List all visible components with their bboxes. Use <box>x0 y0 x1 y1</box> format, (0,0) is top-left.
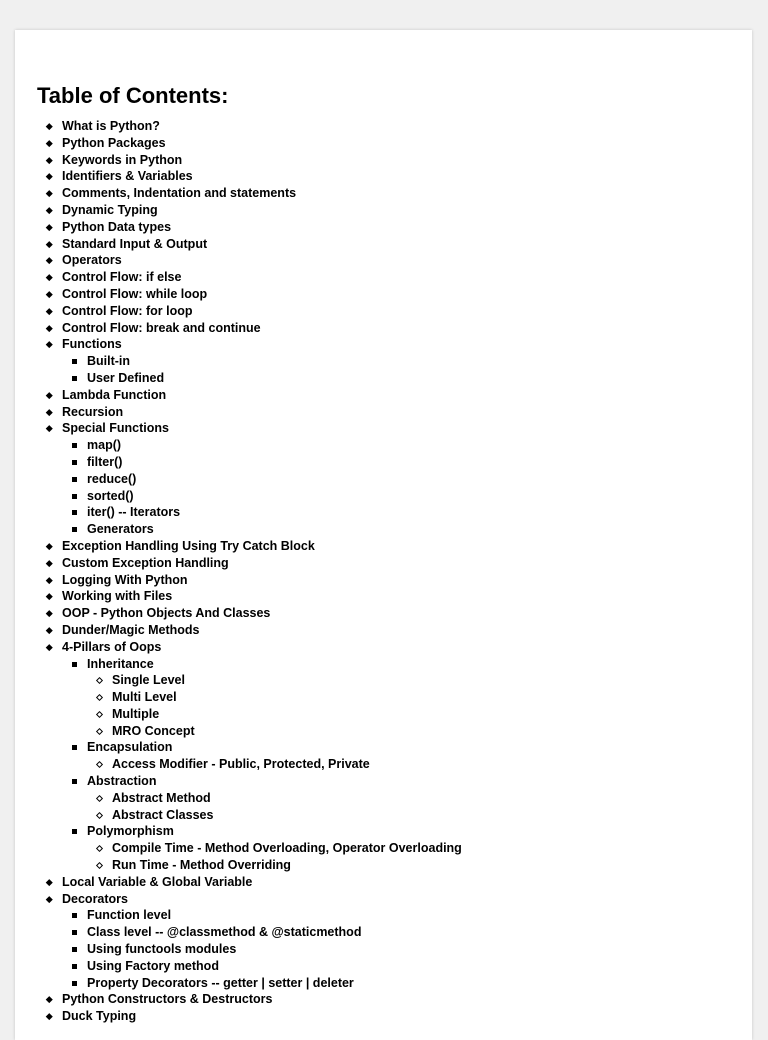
bullet-hollow-diamond-icon <box>96 807 104 824</box>
bullet-square-icon <box>71 437 79 454</box>
toc-item-label: Abstract Method <box>112 790 211 805</box>
toc-item <box>15 269 752 286</box>
bullet-diamond-icon <box>46 874 54 891</box>
toc-item <box>15 252 752 269</box>
toc-item-label: Built-in <box>87 354 131 369</box>
bullet-diamond-icon <box>46 152 54 169</box>
bullet-square-icon <box>71 907 79 924</box>
bullet-diamond-icon <box>46 135 54 152</box>
toc-item-label: What is Python? <box>62 119 160 133</box>
bullet-diamond-icon <box>46 320 54 337</box>
toc-item <box>15 521 752 538</box>
toc-item-label: Single Level <box>112 673 185 688</box>
toc-item-label: Compile Time - Method Overloading, Operator Overloading <box>112 841 462 856</box>
bullet-diamond-icon <box>46 605 54 622</box>
toc-item-label: map() <box>87 438 122 453</box>
toc-item-label: Special Functions <box>62 421 169 436</box>
toc-item <box>15 538 752 555</box>
toc-item-label: Property Decorators -- getter | setter | deleter <box>87 975 354 990</box>
bullet-diamond-icon <box>46 286 54 303</box>
toc-item <box>15 958 752 975</box>
toc-item-label: Access Modifier - Public, Protected, Private <box>112 757 370 772</box>
bullet-square-icon <box>71 924 79 941</box>
toc-item <box>15 387 752 404</box>
toc-item <box>15 924 752 941</box>
bullet-hollow-diamond-icon <box>96 857 104 874</box>
bullet-hollow-diamond-icon <box>96 706 104 723</box>
toc-item-label: Custom Exception Handling <box>62 555 229 570</box>
toc-item <box>15 320 752 337</box>
toc-item-label: MRO Concept <box>112 723 195 738</box>
toc-item-label: Multi Level <box>112 690 177 705</box>
toc-item <box>15 555 752 572</box>
bullet-diamond-icon <box>46 891 54 908</box>
bullet-square-icon <box>71 739 79 756</box>
toc-item-label: Duck Typing <box>62 1009 137 1024</box>
toc-item <box>15 152 752 169</box>
bullet-diamond-icon <box>46 269 54 286</box>
toc-item <box>15 454 752 471</box>
toc-item-label: sorted() <box>87 488 134 503</box>
toc-item-label: Identifiers & Variables <box>62 169 193 184</box>
toc-item <box>15 622 752 639</box>
toc-item-label: Control Flow: for loop <box>62 303 193 318</box>
toc-item <box>15 420 752 437</box>
toc-item-label: Polymorphism <box>87 824 174 839</box>
toc-item <box>15 588 752 605</box>
toc-item-label: Comments, Indentation and statements <box>62 186 297 201</box>
bullet-diamond-icon <box>46 336 54 353</box>
toc-item-label: Generators <box>87 522 154 537</box>
document-page <box>15 30 752 1040</box>
bullet-diamond-icon <box>46 252 54 269</box>
toc-item <box>15 840 752 857</box>
toc-item <box>15 823 752 840</box>
toc-item-label: Decorators <box>62 891 128 906</box>
bullet-diamond-icon <box>46 185 54 202</box>
toc-item <box>15 572 752 589</box>
toc-item-label: Using Factory method <box>87 958 219 973</box>
bullet-square-icon <box>71 504 79 521</box>
toc-item <box>15 336 752 353</box>
toc-item <box>15 504 752 521</box>
toc-item <box>15 135 752 152</box>
toc-item-label: Local Variable & Global Variable <box>62 874 253 889</box>
toc-item-label: User Defined <box>87 370 165 385</box>
bullet-square-icon <box>71 823 79 840</box>
toc-item <box>15 404 752 421</box>
toc-item <box>15 907 752 924</box>
toc-item-label: Control Flow: while loop <box>62 286 208 301</box>
toc-item-label: OOP - Python Objects And Classes <box>62 606 271 621</box>
toc-item <box>15 353 752 370</box>
toc-item <box>15 219 752 236</box>
toc-item-label: Abstraction <box>87 774 157 789</box>
bullet-diamond-icon <box>46 1008 54 1025</box>
toc-item <box>15 1008 752 1025</box>
bullet-square-icon <box>71 521 79 538</box>
toc-item <box>15 118 752 135</box>
bullet-diamond-icon <box>46 168 54 185</box>
toc-item <box>15 773 752 790</box>
toc-item <box>15 236 752 253</box>
bullet-diamond-icon <box>46 588 54 605</box>
toc-item-label: Python Data types <box>62 219 172 234</box>
toc-item <box>15 488 752 505</box>
toc-item <box>15 991 752 1008</box>
toc-item <box>15 185 752 202</box>
bullet-square-icon <box>71 370 79 387</box>
toc-item <box>15 437 752 454</box>
toc-item <box>15 605 752 622</box>
bullet-diamond-icon <box>46 572 54 589</box>
toc-item-label: Working with Files <box>62 589 173 604</box>
toc-item-label: Control Flow: if else <box>62 270 182 285</box>
bullet-diamond-icon <box>46 538 54 555</box>
toc-item-label: Logging With Python <box>62 572 188 587</box>
bullet-hollow-diamond-icon <box>96 790 104 807</box>
toc-item-label: reduce() <box>87 471 137 486</box>
toc-item <box>15 303 752 320</box>
toc-item <box>15 689 752 706</box>
bullet-diamond-icon <box>46 420 54 437</box>
toc-item-label: Class level -- @classmethod & @staticmethod <box>87 925 362 940</box>
toc-item <box>15 370 752 387</box>
bullet-square-icon <box>71 656 79 673</box>
toc-item <box>15 874 752 891</box>
toc-item-label: Using functools modules <box>87 942 237 957</box>
toc-item-label: Lambda Function <box>62 387 167 402</box>
table-of-contents <box>15 118 752 1025</box>
bullet-diamond-icon <box>46 219 54 236</box>
bullet-square-icon <box>71 941 79 958</box>
bullet-hollow-diamond-icon <box>96 723 104 740</box>
toc-item <box>15 790 752 807</box>
toc-item <box>15 168 752 185</box>
toc-item <box>15 975 752 992</box>
bullet-square-icon <box>71 773 79 790</box>
toc-item-label: filter() <box>87 454 123 469</box>
toc-item <box>15 739 752 756</box>
bullet-diamond-icon <box>46 303 54 320</box>
toc-item <box>15 202 752 219</box>
toc-item-label: Recursion <box>62 404 124 419</box>
bullet-diamond-icon <box>46 236 54 253</box>
toc-item-label: Abstract Classes <box>112 807 214 822</box>
toc-item <box>15 286 752 303</box>
toc-item <box>15 706 752 723</box>
bullet-square-icon <box>71 471 79 488</box>
toc-item-label: Dynamic Typing <box>62 202 158 217</box>
toc-item <box>15 639 752 656</box>
toc-item-label: Control Flow: break and continue <box>62 320 261 335</box>
bullet-diamond-icon <box>46 404 54 421</box>
bullet-diamond-icon <box>46 387 54 404</box>
bullet-hollow-diamond-icon <box>96 756 104 773</box>
toc-item-label: Python Constructors & Destructors <box>62 992 273 1007</box>
toc-item <box>15 672 752 689</box>
toc-item-label: Functions <box>62 337 122 352</box>
bullet-diamond-icon <box>46 118 54 135</box>
toc-item-label: Python Packages <box>62 135 166 150</box>
toc-item <box>15 807 752 824</box>
bullet-diamond-icon <box>46 991 54 1008</box>
toc-item <box>15 471 752 488</box>
toc-item-label: Standard Input & Output <box>62 236 208 251</box>
toc-item-label: Keywords in Python <box>62 152 183 167</box>
bullet-square-icon <box>71 958 79 975</box>
toc-item-label: Function level <box>87 908 172 923</box>
toc-item-label: Encapsulation <box>87 740 173 755</box>
toc-item-label: 4-Pillars of Oops <box>62 639 162 654</box>
toc-item <box>15 723 752 740</box>
toc-item-label: Multiple <box>112 706 160 721</box>
bullet-diamond-icon <box>46 555 54 572</box>
bullet-square-icon <box>71 454 79 471</box>
bullet-hollow-diamond-icon <box>96 840 104 857</box>
bullet-square-icon <box>71 353 79 370</box>
bullet-diamond-icon <box>46 202 54 219</box>
bullet-diamond-icon <box>46 622 54 639</box>
bullet-hollow-diamond-icon <box>96 689 104 706</box>
toc-item-label: Dunder/Magic Methods <box>62 622 200 637</box>
bullet-diamond-icon <box>46 639 54 656</box>
toc-item-label: iter() -- Iterators <box>87 505 181 520</box>
toc-item-label: Exception Handling Using Try Catch Block <box>62 538 315 553</box>
toc-item <box>15 756 752 773</box>
toc-item <box>15 941 752 958</box>
bullet-square-icon <box>71 488 79 505</box>
bullet-square-icon <box>71 975 79 992</box>
toc-item <box>15 857 752 874</box>
toc-item-label: Run Time - Method Overriding <box>112 858 291 873</box>
toc-item <box>15 656 752 673</box>
toc-item-label: Operators <box>62 253 122 268</box>
page-title: Table of Contents: <box>37 83 229 108</box>
toc-item <box>15 891 752 908</box>
bullet-hollow-diamond-icon <box>96 672 104 689</box>
toc-item-label: Inheritance <box>87 656 154 671</box>
